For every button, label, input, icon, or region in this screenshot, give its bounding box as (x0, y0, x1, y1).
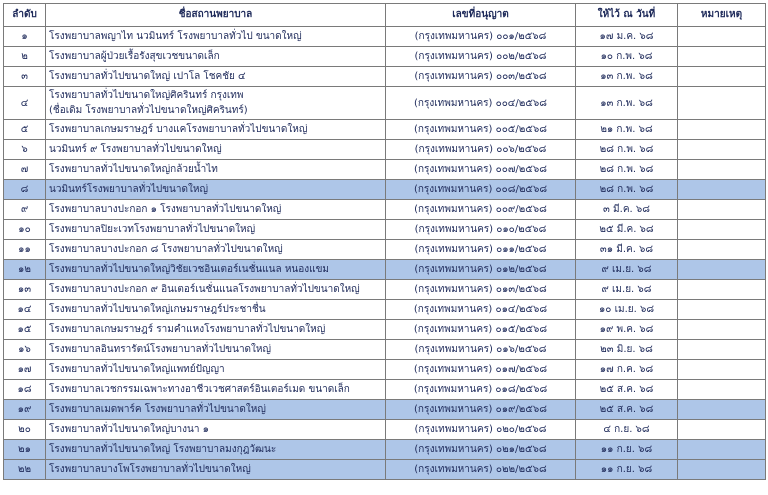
row-facility-name: โรงพยาบาลเมดพาร์ค โรงพยาบาลทั่วไปขนาดใหญ่ (46, 400, 386, 420)
row-order: ๑๖ (4, 340, 46, 360)
row-issue-date: ๑๙ พ.ค. ๖๘ (576, 320, 678, 340)
table-row (4, 47, 766, 67)
row-order: ๑๔ (4, 300, 46, 320)
row-remarks (678, 460, 766, 480)
row-remarks (678, 140, 766, 160)
row-issue-date: ๒๕ มี.ค. ๖๘ (576, 220, 678, 240)
row-license-number: (กรุงเทพมหานคร) ๐๐๗/๒๕๖๘ (386, 160, 576, 180)
row-license-number: (กรุงเทพมหานคร) ๐๐๒/๒๕๖๘ (386, 47, 576, 67)
row-facility-name: โรงพยาบาลบางปะกอก ๙ อินเตอร์เนชั่นแนลโรงพยาบาลทั่วไปขนาดใหญ่ (46, 280, 386, 300)
row-remarks (678, 380, 766, 400)
row-issue-date: ๓๑ มี.ค. ๖๘ (576, 240, 678, 260)
row-remarks (678, 320, 766, 340)
row-order: ๑๓ (4, 280, 46, 300)
row-issue-date: ๑๓ ก.พ. ๖๘ (576, 87, 678, 120)
row-issue-date: ๒๕ ส.ค. ๖๘ (576, 380, 678, 400)
row-order: ๙ (4, 200, 46, 220)
row-license-number: (กรุงเทพมหานคร) ๐๑๑/๒๕๖๘ (386, 240, 576, 260)
row-facility-name: โรงพยาบาลเกษมราษฎร์ บางแคโรงพยาบาลทั่วไปขนาดใหญ่ (46, 120, 386, 140)
row-facility-name: โรงพยาบาลผู้ป่วยเรื้อรังสุขเวชขนาดเล็ก (46, 47, 386, 67)
row-remarks (678, 400, 766, 420)
row-remarks (678, 67, 766, 87)
header-remarks: หมายเหตุ (678, 4, 766, 27)
row-issue-date: ๑๐ เม.ย. ๖๘ (576, 300, 678, 320)
row-remarks (678, 220, 766, 240)
row-issue-date: ๑๗ ก.ค. ๖๘ (576, 360, 678, 380)
table-row (4, 440, 766, 460)
row-order: ๑ (4, 27, 46, 47)
row-facility-name: นวมินทร์ ๙ โรงพยาบาลทั่วไปขนาดใหญ่ (46, 140, 386, 160)
header-facility-name: ชื่อสถานพยาบาล (46, 4, 386, 27)
table-row (4, 140, 766, 160)
row-license-number: (กรุงเทพมหานคร) ๐๐๕/๒๕๖๘ (386, 120, 576, 140)
table-row (4, 87, 766, 120)
row-facility-name: โรงพยาบาลบางโพโรงพยาบาลทั่วไปขนาดใหญ่ (46, 460, 386, 480)
row-facility-name: โรงพยาบาลบางปะกอก ๘ โรงพยาบาลทั่วไปขนาดใหญ่ (46, 240, 386, 260)
row-license-number: (กรุงเทพมหานคร) ๐๒๒/๒๕๖๘ (386, 460, 576, 480)
row-remarks (678, 360, 766, 380)
row-remarks (678, 420, 766, 440)
row-facility-name: โรงพยาบาลทั่วไปขนาดใหญ่ โรงพยาบาลมงกุฎวัฒนะ (46, 440, 386, 460)
row-license-number: (กรุงเทพมหานคร) ๐๒๑/๒๕๖๘ (386, 440, 576, 460)
row-facility-name (46, 87, 386, 120)
row-facility-name: โรงพยาบาลทั่วไปขนาดใหญ่แพทย์ปัญญา (46, 360, 386, 380)
row-facility-name: โรงพยาบาลปิยะเวทโรงพยาบาลทั่วไปขนาดใหญ่ (46, 220, 386, 240)
row-facility-name: โรงพยาบาลเวชกรรมเฉพาะทางอาชีวเวชศาสตร์อินเตอร์เมด ขนาดเล็ก (46, 380, 386, 400)
row-issue-date: ๙ เม.ย. ๖๘ (576, 260, 678, 280)
table-row (4, 160, 766, 180)
row-license-number: (กรุงเทพมหานคร) ๐๒๐/๒๕๖๘ (386, 420, 576, 440)
row-remarks (678, 440, 766, 460)
row-remarks (678, 240, 766, 260)
row-order: ๒๒ (4, 460, 46, 480)
table-row (4, 300, 766, 320)
row-facility-name: โรงพยาบาลทั่วไปขนาดใหญ่เกษมราษฎร์ประชาชื่น (46, 300, 386, 320)
row-facility-name: โรงพยาบาลทั่วไปขนาดใหญ่กล้วยน้ำไท (46, 160, 386, 180)
row-issue-date: ๑๓ ก.พ. ๖๘ (576, 67, 678, 87)
table-row (4, 320, 766, 340)
row-license-number: (กรุงเทพมหานคร) ๐๑๓/๒๕๖๘ (386, 280, 576, 300)
table-row (4, 27, 766, 47)
row-license-number: (กรุงเทพมหานคร) ๐๑๘/๒๕๖๘ (386, 380, 576, 400)
header-license-number: เลขที่อนุญาต (386, 4, 576, 27)
row-remarks (678, 280, 766, 300)
row-issue-date: ๑๐ ก.พ. ๖๘ (576, 47, 678, 67)
row-order: ๔ (4, 87, 46, 120)
row-license-number: (กรุงเทพมหานคร) ๐๐๑/๒๕๖๘ (386, 27, 576, 47)
table-row (4, 280, 766, 300)
row-facility-name: นวมินทร์โรงพยาบาลทั่วไปขนาดใหญ่ (46, 180, 386, 200)
row-remarks (678, 180, 766, 200)
row-license-number: (กรุงเทพมหานคร) ๐๐๖/๒๕๖๘ (386, 140, 576, 160)
row-remarks (678, 27, 766, 47)
table-row (4, 180, 766, 200)
row-order: ๑๘ (4, 380, 46, 400)
table-row (4, 67, 766, 87)
row-remarks (678, 47, 766, 67)
row-order: ๑๒ (4, 260, 46, 280)
row-order: ๑๙ (4, 400, 46, 420)
row-issue-date: ๑๑ ก.ย. ๖๘ (576, 460, 678, 480)
row-order: ๒๑ (4, 440, 46, 460)
row-remarks (678, 300, 766, 320)
row-order: ๓ (4, 67, 46, 87)
row-facility-name: โรงพยาบาลเกษมราษฎร์ รามคำแหงโรงพยาบาลทั่วไปขนาดใหญ่ (46, 320, 386, 340)
row-license-number: (กรุงเทพมหานคร) ๐๑๐/๒๕๖๘ (386, 220, 576, 240)
row-facility-name: โรงพยาบาลทั่วไปขนาดใหญ่วิชัยเวชอินเตอร์เนชั่นแนล หนองแขม (46, 260, 386, 280)
row-issue-date: ๒๘ ก.พ. ๖๘ (576, 160, 678, 180)
row-order: ๒ (4, 47, 46, 67)
header-issue-date: ให้ไว้ ณ วันที่ (576, 4, 678, 27)
row-facility-name: โรงพยาบาลทั่วไปขนาดใหญ่ เปาโล โชคชัย ๔ (46, 67, 386, 87)
row-remarks (678, 340, 766, 360)
facility-name-line: โรงพยาบาลทั่วไปขนาดใหญ่ศิครินทร์ กรุงเทพ (49, 90, 244, 101)
row-license-number: (กรุงเทพมหานคร) ๐๑๙/๒๕๖๘ (386, 400, 576, 420)
row-license-number: (กรุงเทพมหานคร) ๐๑๖/๒๕๖๘ (386, 340, 576, 360)
row-license-number: (กรุงเทพมหานคร) ๐๑๔/๒๕๖๘ (386, 300, 576, 320)
row-license-number: (กรุงเทพมหานคร) ๐๑๗/๒๕๖๘ (386, 360, 576, 380)
row-license-number: (กรุงเทพมหานคร) ๐๐๔/๒๕๖๘ (386, 87, 576, 120)
row-issue-date: ๔ ก.ย. ๖๘ (576, 420, 678, 440)
row-order: ๘ (4, 180, 46, 200)
table-row (4, 360, 766, 380)
facility-former-name-line: (ชื่อเดิม โรงพยาบาลทั่วไปขนาดใหญ่ศิครินทร์) (49, 105, 248, 116)
table-row (4, 200, 766, 220)
hospital-license-table (3, 3, 766, 480)
row-facility-name: โรงพยาบาลอินทรารัตน์โรงพยาบาลทั่วไปขนาดใหญ่ (46, 340, 386, 360)
row-order: ๒๐ (4, 420, 46, 440)
row-order: ๑๗ (4, 360, 46, 380)
row-remarks (678, 260, 766, 280)
row-issue-date: ๒๘ ก.พ. ๖๘ (576, 140, 678, 160)
row-order: ๑๕ (4, 320, 46, 340)
row-facility-name: โรงพยาบาลบางปะกอก ๑ โรงพยาบาลทั่วไปขนาดใหญ่ (46, 200, 386, 220)
row-order: ๑๐ (4, 220, 46, 240)
row-remarks (678, 87, 766, 120)
table-header-row (4, 4, 766, 27)
table-row (4, 220, 766, 240)
table-row (4, 380, 766, 400)
row-license-number: (กรุงเทพมหานคร) ๐๑๕/๒๕๖๘ (386, 320, 576, 340)
row-license-number: (กรุงเทพมหานคร) ๐๐๓/๒๕๖๘ (386, 67, 576, 87)
table-row (4, 240, 766, 260)
table-row (4, 420, 766, 440)
table-body (4, 27, 766, 480)
row-issue-date: ๒๕ ส.ค. ๖๘ (576, 400, 678, 420)
table-row (4, 340, 766, 360)
row-order: ๗ (4, 160, 46, 180)
row-facility-name: โรงพยาบาลทั่วไปขนาดใหญ่บางนา ๑ (46, 420, 386, 440)
row-license-number: (กรุงเทพมหานคร) ๐๐๙/๒๕๖๘ (386, 200, 576, 220)
row-order: ๕ (4, 120, 46, 140)
row-order: ๖ (4, 140, 46, 160)
row-issue-date: ๑๗ ม.ค. ๖๘ (576, 27, 678, 47)
row-issue-date: ๒๓ มิ.ย. ๖๘ (576, 340, 678, 360)
table-row (4, 260, 766, 280)
row-license-number: (กรุงเทพมหานคร) ๐๐๘/๒๕๖๘ (386, 180, 576, 200)
row-issue-date: ๒๑ ก.พ. ๖๘ (576, 120, 678, 140)
table-row (4, 460, 766, 480)
row-issue-date: ๙ เม.ย. ๖๘ (576, 280, 678, 300)
header-order: ลำดับ (4, 4, 46, 27)
license-table-wrapper (3, 3, 765, 480)
row-issue-date: ๒๘ ก.พ. ๖๘ (576, 180, 678, 200)
row-issue-date: ๑๑ ก.ย. ๖๘ (576, 440, 678, 460)
table-row (4, 120, 766, 140)
row-remarks (678, 160, 766, 180)
row-facility-name: โรงพยาบาลพญาไท นวมินทร์ โรงพยาบาลทั่วไป ขนาดใหญ่ (46, 27, 386, 47)
row-license-number: (กรุงเทพมหานคร) ๐๑๒/๒๕๖๘ (386, 260, 576, 280)
table-row (4, 400, 766, 420)
row-remarks (678, 120, 766, 140)
row-remarks (678, 200, 766, 220)
row-issue-date: ๓ มี.ค. ๖๘ (576, 200, 678, 220)
row-order: ๑๑ (4, 240, 46, 260)
